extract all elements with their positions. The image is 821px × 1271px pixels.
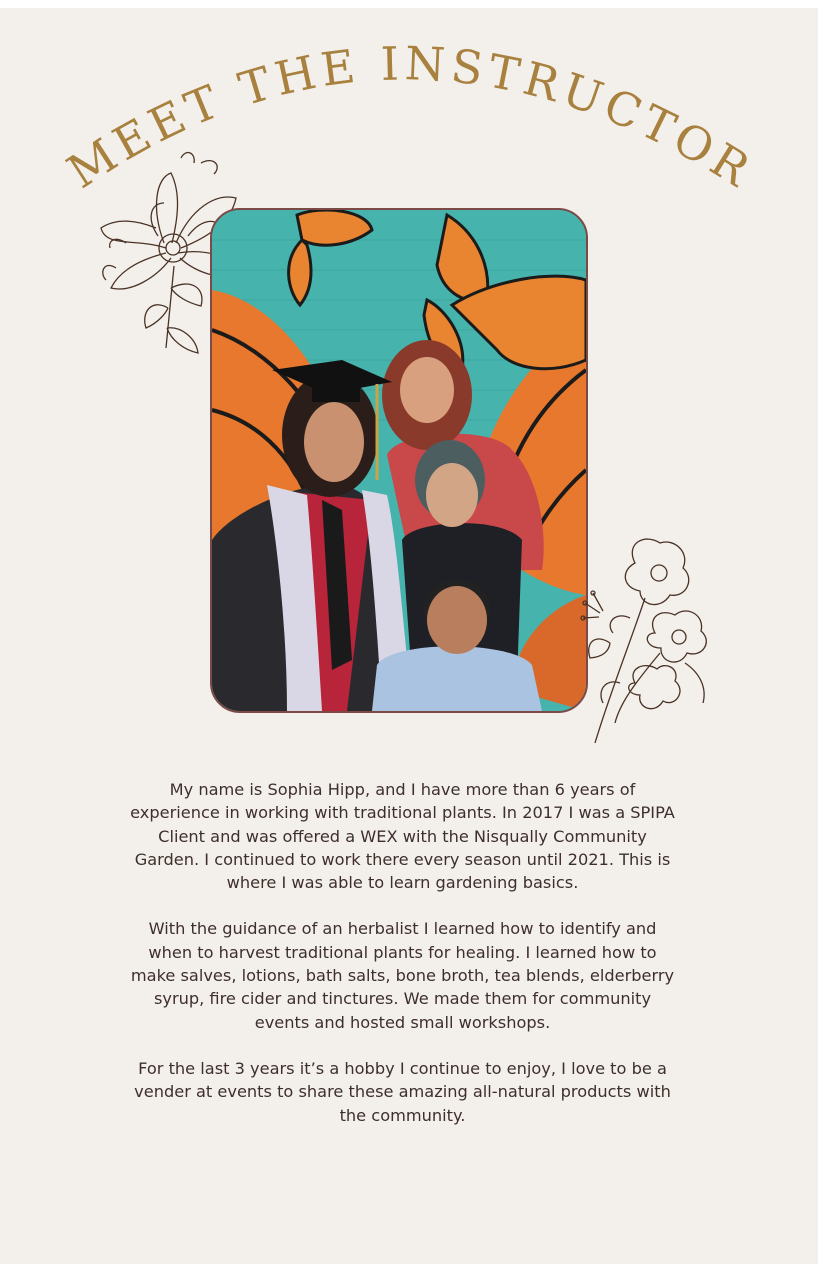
wild-rose-line-art-icon <box>575 533 715 753</box>
page-title: MEET THE INSTRUCTOR <box>57 36 764 200</box>
instructor-family-photo <box>210 208 588 713</box>
bio-paragraph: For the last 3 years it’s a hobby I continue to enjoy, I love to be a vender at events to share these amazing all-natural products with the community. <box>134 1058 671 1125</box>
bio-paragraph: My name is Sophia Hipp, and I have more than 6 years of experience in working with traditional plants. In 2017 I was a SPIPA Client and was offered a WEX with the Nisqually Community Garden. I continued to work there every season until 2021. This is where I was able to learn gardening basics. <box>130 780 675 893</box>
flyer-page <box>0 8 818 1264</box>
instructor-bio <box>130 778 675 1150</box>
family-graduation-photo <box>212 210 586 711</box>
bio-paragraph: With the guidance of an herbalist I learned how to identify and when to harvest traditional plants for healing. I learned how to make salves, lotions, bath salts, bone broth, tea blends, elderberry syrup, fire cider and tinctures. We made them for community events and hosted small workshops. <box>130 919 675 1032</box>
